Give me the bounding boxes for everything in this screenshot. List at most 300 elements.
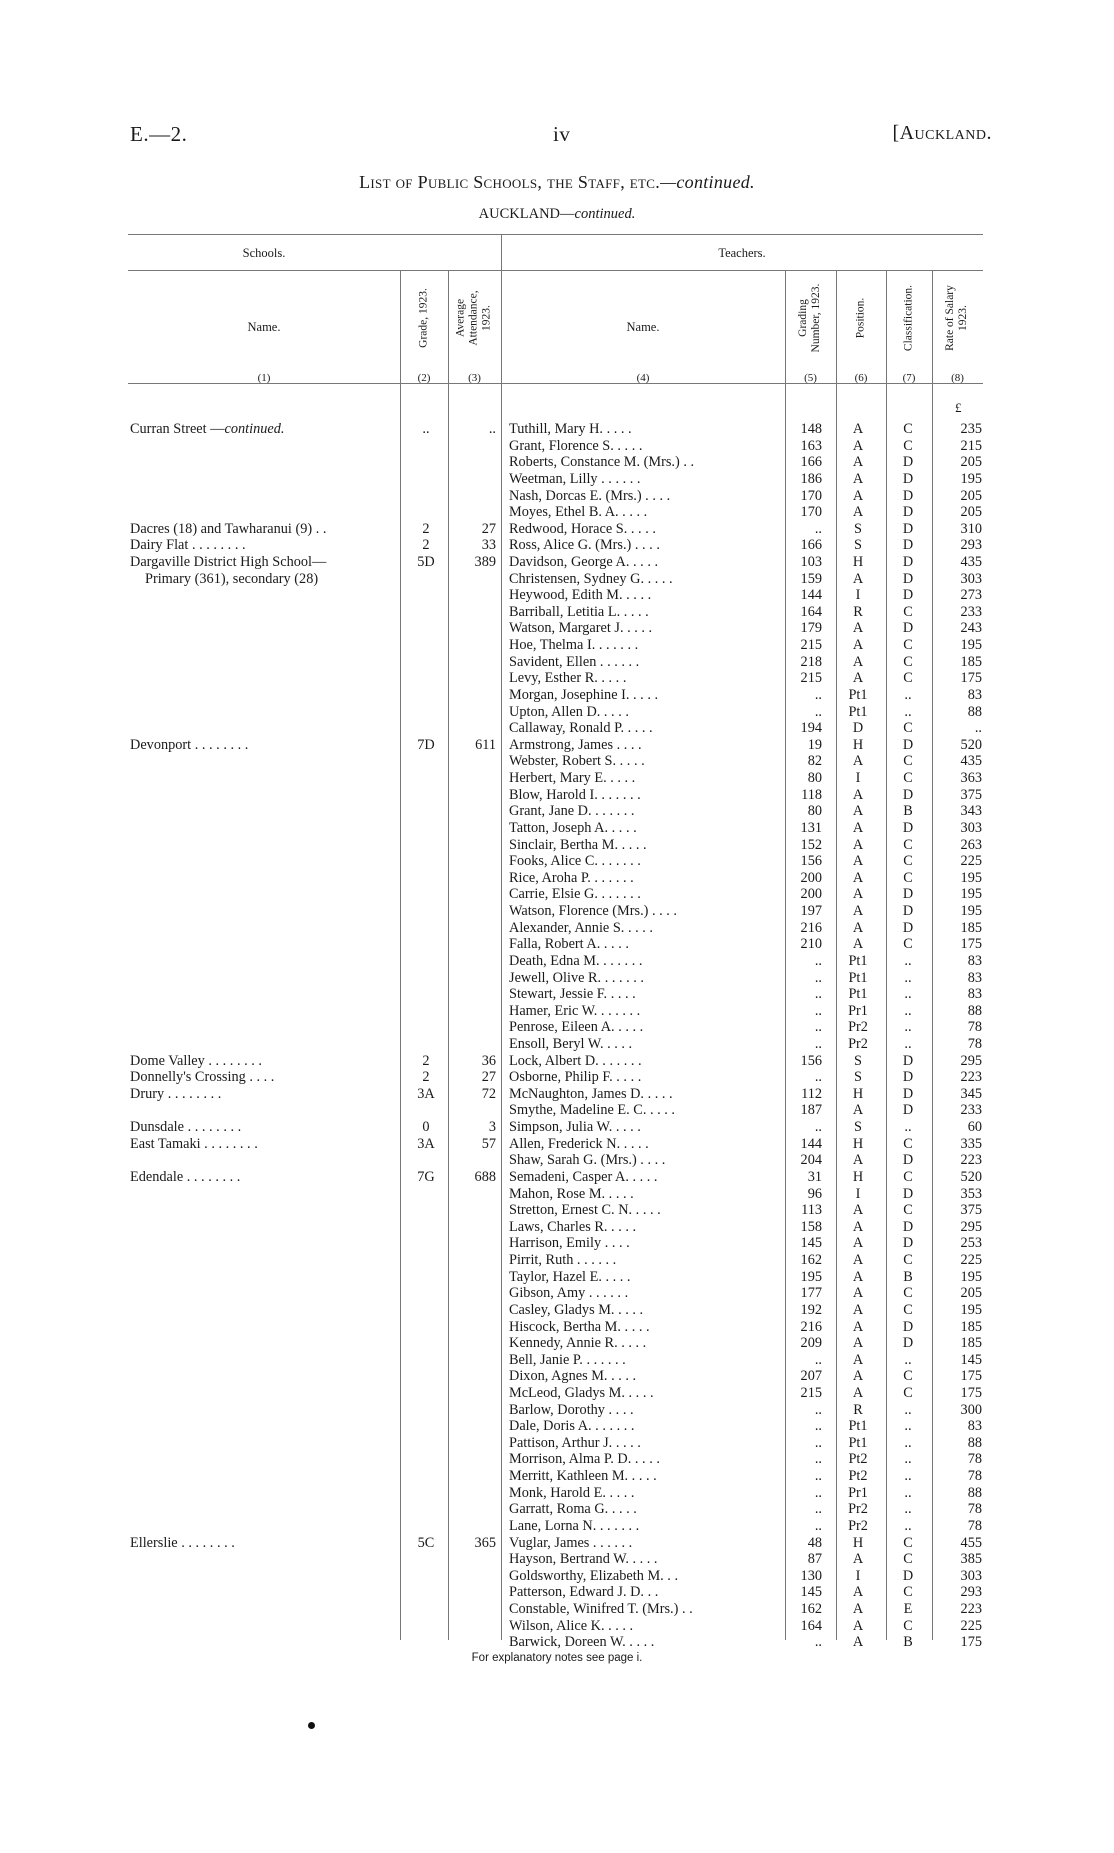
average-attendance: 611	[475, 736, 496, 753]
salary: 195	[960, 470, 982, 487]
salary: 88	[967, 1484, 982, 1501]
teacher-name: Vuglar, James . . . . . .	[509, 1534, 633, 1551]
position: H	[852, 1168, 864, 1185]
salary: 253	[960, 1235, 982, 1252]
grading-number: ..	[814, 1517, 822, 1534]
school-name: Dome Valley . . . . . . . .	[130, 1052, 262, 1069]
table-row	[0, 1402, 1114, 1419]
grading-number: ..	[814, 986, 822, 1003]
table-row	[0, 1451, 1114, 1468]
grading-number: 166	[800, 454, 822, 471]
salary: 243	[960, 620, 982, 637]
col-number-1: (1)	[257, 372, 271, 384]
grading-number: 156	[800, 1052, 822, 1069]
position: H	[852, 554, 864, 570]
salary: 88	[967, 1434, 982, 1451]
grading-number: 103	[800, 554, 822, 570]
teacher-name: Casley, Gladys M. . . . .	[509, 1301, 644, 1318]
teacher-name: Webster, Robert S. . . . .	[509, 753, 645, 770]
teacher-name: Barriball, Letitia L. . . . .	[509, 603, 649, 620]
table-row	[0, 837, 1114, 854]
classification: C	[903, 670, 913, 687]
classification: ..	[904, 1517, 912, 1534]
table-row	[0, 1319, 1114, 1336]
salary: 235	[960, 421, 982, 437]
teacher-name: Constable, Winifred T. (Mrs.) . .	[509, 1601, 693, 1617]
classification: D	[902, 919, 914, 936]
table-row	[0, 853, 1114, 870]
grading-number: ..	[814, 1484, 822, 1501]
grading-number: 177	[800, 1285, 822, 1302]
position: I	[855, 770, 861, 786]
teacher-name: Death, Edna M. . . . . . .	[509, 952, 643, 969]
table-row	[0, 1235, 1114, 1252]
position: Pt1	[848, 1434, 868, 1451]
teacher-name: Redwood, Horace S. . . . .	[509, 520, 656, 537]
grading-number: 195	[800, 1268, 822, 1285]
salary: 343	[960, 803, 982, 820]
classification: B	[903, 1268, 913, 1285]
teacher-name: Watson, Florence (Mrs.) . . . .	[509, 903, 677, 919]
salary: 78	[967, 1019, 982, 1036]
grading-number: 82	[807, 753, 822, 770]
subtitle-region: AUCKLAND—	[478, 206, 575, 222]
grading-number: 96	[807, 1185, 822, 1202]
table-row	[0, 1152, 1114, 1169]
grading-number: 162	[800, 1601, 822, 1617]
salary: 375	[960, 1202, 982, 1219]
salary: 175	[960, 1385, 982, 1401]
grade-heading: Grade, 1923.	[417, 288, 430, 348]
position: Pt2	[848, 1451, 868, 1468]
grading-number: ..	[814, 1002, 822, 1019]
col-number-7: (7)	[902, 372, 916, 384]
school-name: Ellerslie . . . . . . . .	[130, 1534, 235, 1551]
salary: 175	[960, 670, 982, 687]
grading-number: ..	[814, 952, 822, 969]
grading-number: 80	[807, 803, 822, 820]
teacher-name: Falla, Robert A. . . . .	[509, 936, 629, 953]
teacher-name: Ross, Alice G. (Mrs.) . . . .	[509, 537, 660, 554]
classification: C	[903, 720, 913, 737]
salary: 175	[960, 1634, 982, 1651]
classification: ..	[904, 1484, 912, 1501]
salary: 88	[967, 1002, 982, 1019]
table-row	[0, 903, 1114, 920]
table-row	[0, 1568, 1114, 1585]
table-row	[0, 554, 1114, 571]
teacher-name: Grant, Jane D. . . . . . .	[509, 803, 635, 820]
grading-number: 216	[800, 1318, 822, 1335]
attendance-heading: Average Attendance, 1923.	[454, 290, 493, 346]
title-main: List of Public Schools, the Staff, etc.	[359, 172, 661, 192]
grading-number: 158	[800, 1218, 822, 1235]
position: A	[852, 903, 864, 919]
grade: 3A	[417, 1085, 435, 1102]
header-group-rule	[128, 270, 983, 271]
salary: 145	[960, 1351, 982, 1368]
classification: D	[902, 1318, 914, 1335]
grading-number: ..	[814, 1035, 822, 1052]
table-row	[0, 787, 1114, 804]
teacher-name: Pattison, Arthur J. . . . .	[509, 1434, 641, 1451]
table-row	[0, 970, 1114, 987]
col-number-4: (4)	[636, 372, 650, 384]
table-row	[0, 1584, 1114, 1601]
col-number-5: (5)	[804, 372, 817, 384]
classification: C	[903, 637, 913, 654]
table-row	[0, 753, 1114, 770]
grading-number: 162	[800, 1252, 822, 1268]
teacher-name: Herbert, Mary E. . . . .	[509, 770, 636, 786]
table-row	[0, 720, 1114, 737]
position: A	[852, 1102, 864, 1119]
classification: C	[903, 1617, 913, 1634]
table-row	[0, 1069, 1114, 1086]
average-attendance: 57	[481, 1135, 496, 1152]
position: H	[852, 736, 864, 753]
salary: 233	[960, 603, 982, 620]
position-heading: Position.	[854, 297, 867, 339]
position: Pr1	[848, 1002, 868, 1019]
average-attendance: 365	[474, 1534, 496, 1551]
schools-group-heading: Schools.	[242, 246, 286, 260]
footnote: For explanatory notes see page i.	[471, 1652, 643, 1664]
table-row	[0, 704, 1114, 721]
salary: 300	[960, 1401, 982, 1418]
grade: 5C	[417, 1534, 435, 1551]
grading-number: 186	[800, 470, 822, 487]
teacher-name: Taylor, Hazel E. . . . .	[509, 1268, 631, 1285]
salary: 225	[960, 1617, 982, 1634]
col-number-8: (8)	[951, 372, 964, 384]
table-row	[0, 770, 1114, 787]
classification: D	[902, 537, 914, 554]
classification: ..	[904, 1351, 912, 1368]
grading-number: 210	[800, 936, 822, 953]
table-row	[0, 604, 1114, 621]
table-row	[0, 1036, 1114, 1053]
salary: 293	[960, 1584, 982, 1601]
teacher-name: Hayson, Bertrand W. . . . .	[509, 1551, 658, 1568]
position: A	[852, 570, 864, 587]
table-row	[0, 1003, 1114, 1020]
school-name: Edendale . . . . . . . .	[130, 1168, 241, 1185]
salary: 310	[960, 520, 982, 537]
classification: C	[903, 421, 913, 437]
salary: 83	[967, 986, 982, 1003]
salary: 88	[967, 703, 982, 720]
school-name: Dairy Flat . . . . . . . .	[130, 537, 246, 554]
position: A	[852, 637, 864, 654]
grading-number: 170	[800, 487, 822, 504]
grading-number: ..	[814, 1434, 822, 1451]
classification: C	[903, 1385, 913, 1401]
table-row	[0, 936, 1114, 953]
teacher-name: Gibson, Amy . . . . . .	[509, 1285, 629, 1302]
grading-number: 207	[800, 1368, 822, 1385]
classification: D	[902, 903, 914, 919]
grading-number: 159	[800, 570, 822, 587]
position: R	[853, 603, 863, 620]
position: A	[852, 1368, 864, 1385]
salary: 185	[960, 1318, 982, 1335]
position: A	[852, 653, 864, 670]
position: A	[852, 1235, 864, 1252]
salary: 205	[960, 1285, 982, 1302]
grading-number: 200	[800, 869, 822, 886]
position: A	[852, 1252, 864, 1268]
classification: D	[902, 620, 914, 637]
classification: C	[903, 1301, 913, 1318]
school-name: Drury . . . . . . . .	[130, 1085, 222, 1102]
table-row	[0, 1302, 1114, 1319]
grading-number: 144	[800, 1135, 822, 1152]
position: A	[852, 786, 864, 803]
grading-number: 215	[800, 670, 822, 687]
table-row	[0, 1634, 1114, 1651]
col-number-2: (2)	[417, 372, 431, 384]
salary: 363	[960, 770, 982, 786]
grading-number: 118	[801, 786, 822, 803]
salary: 223	[960, 1069, 982, 1086]
table-row	[0, 1335, 1114, 1352]
position: A	[852, 1617, 864, 1634]
teacher-name: Heywood, Edith M. . . . .	[509, 587, 652, 604]
classification: ..	[904, 1451, 912, 1468]
classification: ..	[904, 1468, 912, 1485]
salary: 303	[960, 819, 982, 836]
position: A	[852, 1268, 864, 1285]
table-row	[0, 920, 1114, 937]
school-name-continued: Primary (361), secondary (28)	[145, 570, 319, 587]
grading-number: 215	[800, 1385, 822, 1401]
salary: 303	[960, 1567, 982, 1584]
grade: 5D	[417, 554, 435, 570]
grading-number: ..	[814, 1119, 822, 1135]
teacher-name: Pirrit, Ruth . . . . . .	[509, 1252, 617, 1268]
table-row	[0, 1186, 1114, 1203]
salary: 520	[960, 1168, 982, 1185]
grading-number: 164	[800, 1617, 822, 1634]
page-number: iv	[553, 122, 571, 146]
teacher-name: Patterson, Edward J. D. . .	[509, 1584, 659, 1601]
grading-number: 192	[800, 1301, 822, 1318]
table-row	[0, 1219, 1114, 1236]
grading-number: 166	[800, 537, 822, 554]
classification: C	[903, 770, 913, 786]
grading-number: 187	[800, 1102, 822, 1119]
classification: D	[902, 504, 914, 521]
classification: D	[902, 1152, 914, 1169]
position: A	[852, 470, 864, 487]
grading-number: ..	[814, 1351, 822, 1368]
table-row	[0, 504, 1114, 521]
salary: 225	[960, 853, 982, 870]
table-row	[0, 1368, 1114, 1385]
position: A	[852, 1601, 864, 1617]
col-number-6: (6)	[854, 372, 868, 384]
grading-number: ..	[814, 1451, 822, 1468]
teacher-name: Mahon, Rose M. . . . .	[509, 1185, 634, 1202]
teacher-name: Levy, Esther R. . . . .	[509, 670, 627, 687]
classification: ..	[904, 1401, 912, 1418]
grading-number: ..	[814, 1468, 822, 1485]
school-name: Dargaville District High School—	[130, 554, 327, 570]
classification: D	[902, 1069, 914, 1086]
classification: D	[902, 1052, 914, 1069]
grade: 2	[422, 520, 430, 537]
position: Pt2	[848, 1468, 868, 1485]
teacher-name: Hoe, Thelma I. . . . . . .	[509, 637, 639, 654]
school-name: Dacres (18) and Tawharanui (9) . .	[130, 520, 327, 537]
region-heading: [Auckland.	[892, 122, 992, 144]
table-row	[0, 687, 1114, 704]
teacher-name: Hamer, Eric W. . . . . . .	[509, 1002, 641, 1019]
grading-number: 48	[807, 1534, 822, 1551]
salary: 375	[960, 786, 982, 803]
classification: ..	[904, 1035, 912, 1052]
salary: 175	[960, 1368, 982, 1385]
table-row	[0, 737, 1114, 754]
position: A	[852, 1584, 864, 1601]
grading-number: ..	[814, 686, 822, 703]
teacher-name-heading: Name.	[626, 320, 660, 334]
teacher-name: Weetman, Lilly . . . . . .	[509, 470, 641, 487]
table-row	[0, 1136, 1114, 1153]
position: H	[852, 1135, 864, 1152]
school-name-continued-note: continued.	[224, 421, 285, 437]
classification: D	[902, 570, 914, 587]
table-row	[0, 1119, 1114, 1136]
classification: D	[902, 786, 914, 803]
col-number-3: (3)	[468, 372, 481, 384]
grade: 2	[422, 1069, 430, 1086]
teacher-name: Tatton, Joseph A. . . . .	[509, 819, 637, 836]
teacher-name: Hiscock, Bertha M. . . . .	[509, 1318, 650, 1335]
position: A	[852, 1385, 864, 1401]
print-mark	[308, 1722, 315, 1729]
salary: 185	[960, 653, 982, 670]
salary: 225	[960, 1252, 982, 1268]
classification: C	[903, 437, 913, 454]
table-row	[0, 654, 1114, 671]
position: Pt1	[848, 969, 868, 986]
grade: 7G	[417, 1168, 435, 1185]
grading-number: 215	[800, 637, 822, 654]
teacher-name: Upton, Allen D. . . . .	[509, 703, 629, 720]
teacher-name: Fooks, Alice C. . . . . . .	[509, 853, 641, 870]
position: I	[855, 1185, 861, 1202]
table-row	[0, 670, 1114, 687]
position: A	[852, 936, 864, 953]
classification: ..	[904, 1418, 912, 1435]
position: A	[852, 919, 864, 936]
teacher-name: Bell, Janie P. . . . . . .	[509, 1351, 626, 1368]
classification: ..	[904, 986, 912, 1003]
grading-number: 131	[800, 819, 822, 836]
grading-number: ..	[814, 1634, 822, 1651]
teacher-name: Nash, Dorcas E. (Mrs.) . . . .	[509, 487, 671, 504]
table-row	[0, 1385, 1114, 1402]
salary: 195	[960, 637, 982, 654]
school-name: East Tamaki . . . . . . . .	[130, 1135, 258, 1152]
position: Pr2	[848, 1035, 868, 1052]
table-row	[0, 1252, 1114, 1269]
position: A	[852, 1634, 864, 1651]
table-row	[0, 1086, 1114, 1103]
table-row	[0, 1435, 1114, 1452]
table-row	[0, 521, 1114, 538]
school-name: Dunsdale . . . . . . . .	[130, 1119, 242, 1135]
grading-number: ..	[814, 1019, 822, 1036]
teacher-name: Merritt, Kathleen M. . . . .	[509, 1468, 657, 1485]
position: A	[852, 1202, 864, 1219]
classification: C	[903, 836, 913, 853]
position: A	[852, 1351, 864, 1368]
teacher-name: Semadeni, Casper A. . . . .	[509, 1168, 658, 1185]
table-row	[0, 1352, 1114, 1369]
classification: C	[903, 1534, 913, 1551]
classification: ..	[904, 686, 912, 703]
position: A	[852, 437, 864, 454]
grading-number: 197	[800, 903, 822, 919]
teacher-name: Stewart, Jessie F. . . . .	[509, 986, 636, 1003]
classification: B	[903, 1634, 913, 1651]
grading-number: 152	[800, 836, 822, 853]
salary: 195	[960, 1268, 982, 1285]
classification: D	[902, 487, 914, 504]
salary: ..	[974, 720, 982, 737]
salary: 295	[960, 1052, 982, 1069]
grading-number: 204	[800, 1152, 822, 1169]
classification: C	[903, 753, 913, 770]
teacher-name: Morgan, Josephine I. . . . .	[509, 686, 659, 703]
table-row	[0, 1418, 1114, 1435]
salary: 335	[960, 1135, 982, 1152]
grading-number: 31	[807, 1168, 822, 1185]
classification: D	[902, 819, 914, 836]
position: A	[852, 836, 864, 853]
school-name: Devonport . . . . . . . .	[130, 736, 249, 753]
grade: 2	[422, 537, 430, 554]
teacher-name: Jewell, Olive R. . . . . . .	[509, 969, 645, 986]
teacher-name: Lock, Albert D. . . . . . .	[509, 1052, 642, 1069]
grading-number: 148	[800, 421, 822, 437]
teacher-name: Savident, Ellen . . . . . .	[509, 653, 640, 670]
salary-heading: Rate of Salary 1923.	[944, 285, 969, 351]
teacher-name: Penrose, Eileen A. . . . .	[509, 1019, 644, 1036]
teacher-name: McNaughton, James D. . . . .	[509, 1085, 673, 1102]
salary: 185	[960, 1335, 982, 1352]
salary: 205	[960, 487, 982, 504]
position: I	[855, 1567, 861, 1584]
school-name: Donnelly's Crossing . . . .	[130, 1069, 275, 1086]
salary: 303	[960, 570, 982, 587]
classification: C	[903, 936, 913, 953]
teacher-name: Lane, Lorna N. . . . . . .	[509, 1517, 640, 1534]
classification: C	[903, 1135, 913, 1152]
position: S	[854, 537, 862, 554]
table-row	[0, 1601, 1114, 1618]
table-row	[0, 587, 1114, 604]
grading-number: 19	[807, 736, 822, 753]
classification: D	[902, 736, 914, 753]
position: Pt1	[848, 703, 868, 720]
salary: 78	[967, 1468, 982, 1485]
classification: C	[903, 1168, 913, 1185]
position: D	[852, 720, 864, 737]
